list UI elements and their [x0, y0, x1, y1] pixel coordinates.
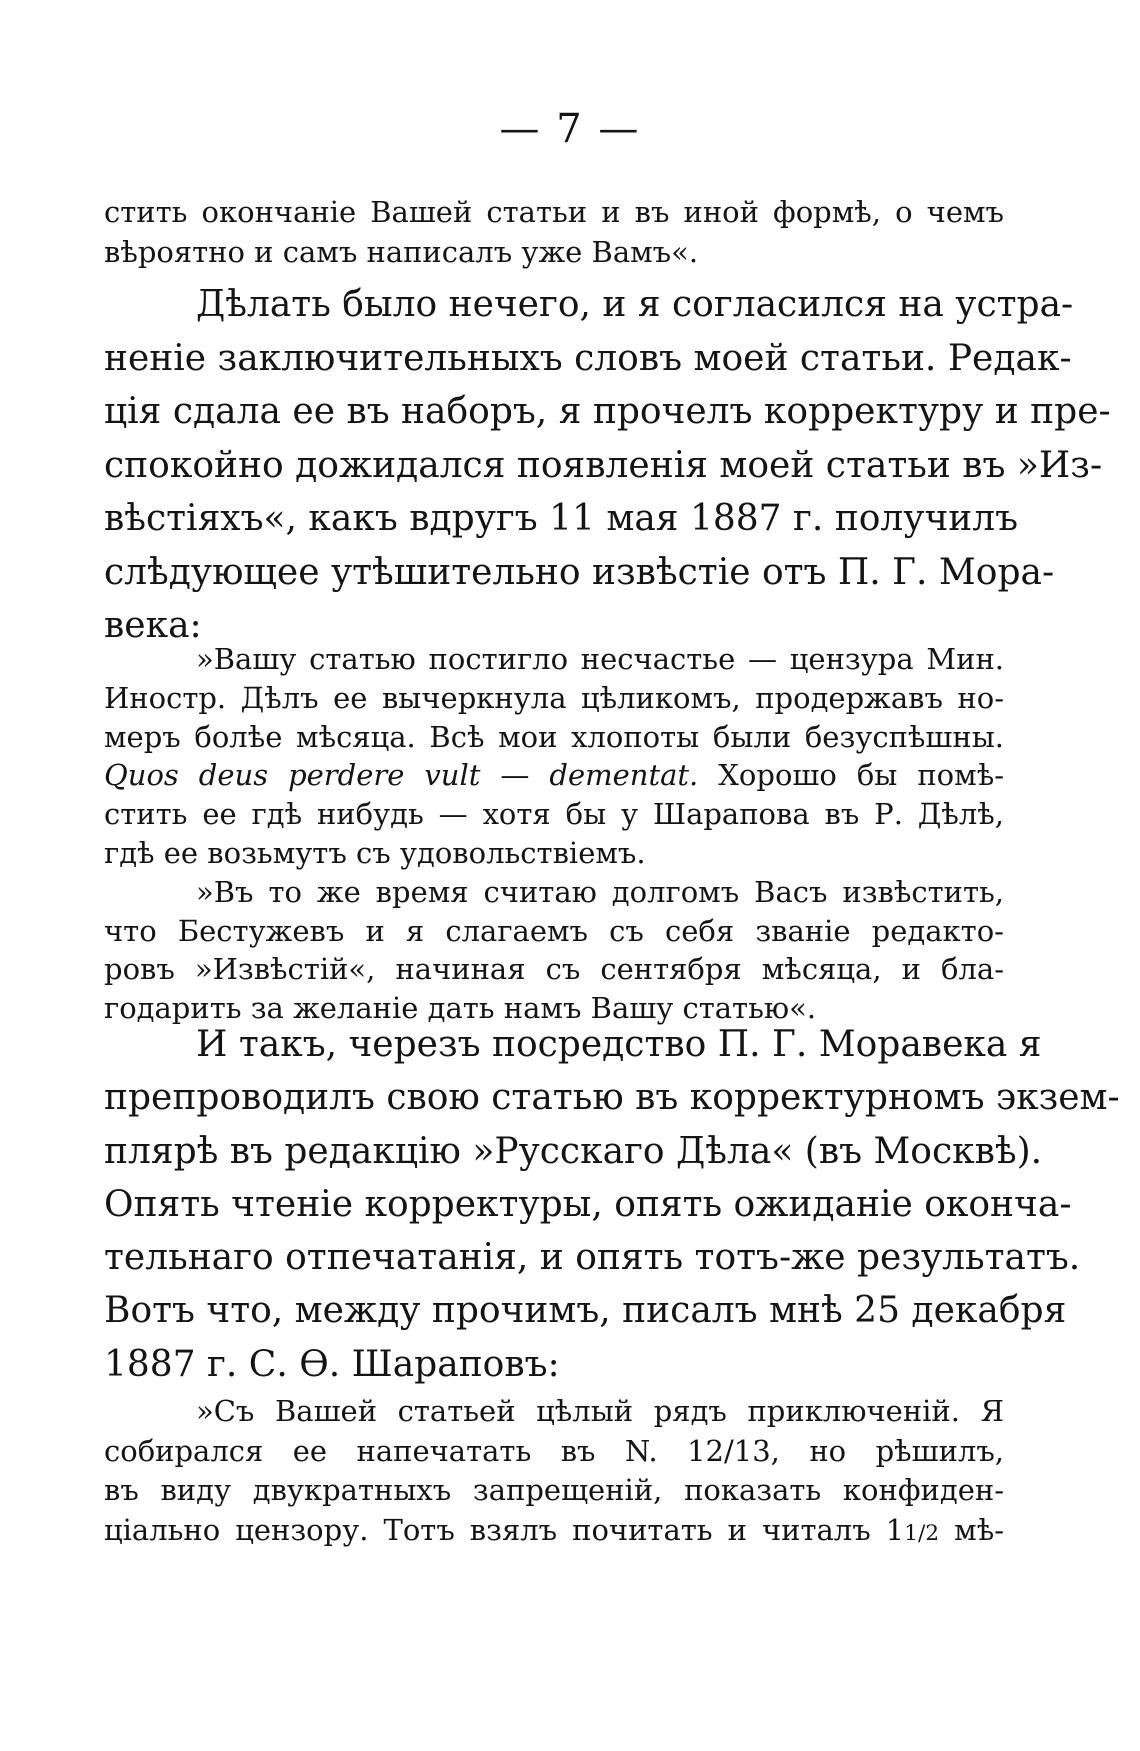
fraction-line-end: мѣ- — [939, 1512, 1004, 1547]
text-line-fraction — [104, 1511, 1004, 1554]
text-line: въ виду двукратныхъ запрещеній, показать конфиден- — [104, 1473, 1004, 1507]
fraction-line-start: ціально цензору. Тотъ взялъ почитать и читалъ 1 — [104, 1512, 905, 1547]
text-line: »Вашу статью постигло несчастье — цензура Мин. — [196, 642, 1004, 676]
text-line: вѣстіяхъ«, какъ вдругъ 11 мая 1887 г. получилъ — [104, 498, 1019, 539]
latin-quote: Quos deus perdere vult — dementat. — [104, 758, 699, 793]
text-line: Вотъ что, между прочимъ, писалъ мнѣ 25 декабря — [104, 1290, 1067, 1332]
text-line: Опять чтеніе корректуры, опять ожиданіе оконча- — [104, 1183, 1072, 1225]
text-line: века: — [104, 605, 202, 646]
fraction: 1/2 — [904, 1520, 940, 1546]
intro-paragraph — [104, 192, 1004, 272]
text-line: что Бестужевъ и я слагаемъ съ себя званіе редакто- — [104, 913, 1004, 948]
text-line: спокойно дожидался появленія моей статьи въ »Из- — [104, 444, 1103, 486]
text-line: годарить за желаніе дать намъ Вашу статью«. — [104, 991, 817, 1026]
text-line: Иностр. Дѣлъ ее вычеркнула цѣликомъ, продержавъ но- — [104, 680, 1004, 715]
text-line: ровъ »Извѣстій«, начиная съ сентября мѣсяца, и бла- — [104, 952, 1004, 987]
text-line: »Съ Вашей статьей цѣлый рядъ приключеній. Я — [196, 1394, 1004, 1428]
latin-tail: Хорошо бы помѣ- — [698, 758, 1004, 793]
text-line: собирался ее напечатать въ N. 12/13, но рѣшилъ, — [104, 1433, 1004, 1468]
text-line: неніе заключительныхъ словъ моей статьи. Редак- — [104, 337, 1072, 379]
quotation-1 — [104, 640, 1004, 1028]
text-line: препроводилъ свою статью въ корректурномъ экзем- — [104, 1077, 1120, 1119]
text-line: вѣроятно и самъ написалъ уже Вамъ«. — [104, 235, 699, 269]
text-line: слѣдующее утѣшительно извѣстіе отъ П. Г. Мора- — [104, 551, 1055, 593]
paragraph-1 — [104, 278, 1111, 653]
text-line: стить окончаніе Вашей статьи и въ иной формѣ, о чемъ — [104, 195, 1004, 229]
paragraph-2 — [104, 1018, 1120, 1391]
text-line: Дѣлать было нечего, и я согласился на устра- — [196, 284, 1074, 325]
text-line: тельнаго отпечатанія, и опять тотъ-же результатъ. — [104, 1237, 1081, 1279]
text-line: »Въ то же время считаю долгомъ Васъ извѣстить, — [196, 874, 1004, 909]
text-line: меръ болѣе мѣсяца. Всѣ мои хлопоты были безуспѣшны. — [104, 719, 1004, 754]
text-line: плярѣ въ редакцію »Русскаго Дѣла« (въ Москвѣ). — [104, 1130, 1043, 1172]
text-line: И такъ, черезъ посредство П. Г. Моравека я — [196, 1024, 1042, 1065]
page-number: — 7 — — [499, 106, 641, 152]
text-line: гдѣ ее возьмутъ съ удовольствіемъ. — [104, 835, 646, 870]
text-line: 1887 г. С. Ѳ. Шараповъ: — [104, 1343, 560, 1385]
text-line: стить ее гдѣ нибудь — хотя бы у Шарапова въ Р. Дѣлѣ, — [104, 797, 1004, 832]
text-line: ція сдала ее въ наборъ, я прочелъ корректуру и пре- — [104, 391, 1111, 432]
text-line-latin — [104, 756, 1004, 795]
quotation-2 — [104, 1392, 1004, 1553]
